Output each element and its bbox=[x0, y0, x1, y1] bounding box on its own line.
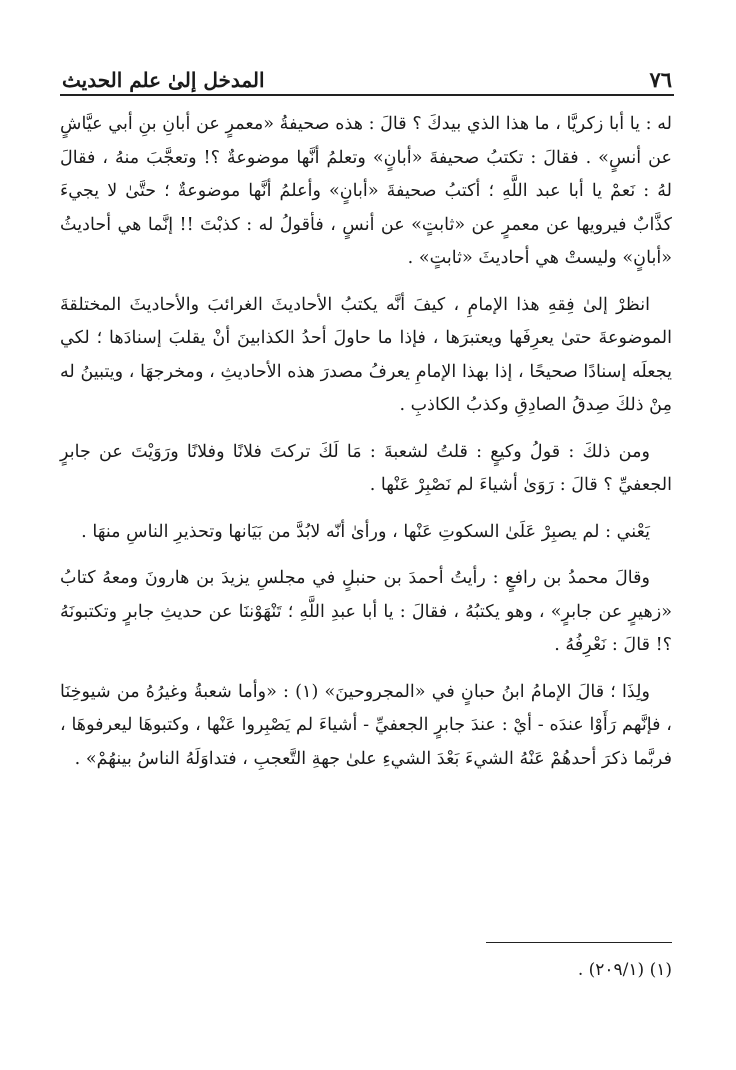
header-rule bbox=[60, 94, 674, 96]
footnote: (١) (٢٠٩/١) . bbox=[577, 960, 672, 980]
paragraph-6: ولِذَا ؛ قالَ الإمامُ ابنُ حبانٍ في «المجروحينَ» (١) : «وأما شعبةُ وغيرُهُ من شيوخِنَا ، فإنَّهم رَأَوْا عندَه - أيْ : عندَ جابرٍ الجعفيِّ - أشياءَ لم يَصْبِروا عَنْها ، وكتبوهَا ليعرفوهَا ، فربَّما ذكرَ أحدهُمْ عَنْهُ الشيءَ بَعْدَ الشيءِ علىٰ جهةِ التَّعجبِ ، فتداوَلَهُ الناسُ بينهُمْ» . bbox=[60, 681, 672, 769]
main-text bbox=[60, 108, 672, 789]
paragraph-2: انظرْ إلىٰ فِقهِ هذا الإمامِ ، كيفَ أنَّه يكتبُ الأحاديثَ الغرائبَ والأحاديثَ المختلقةَ الموضوعةَ حتىٰ يعرِفَها ويعتبرَها ، فإذا ما حاولَ أحدُ الكذابينَ أنْ يقلبَ إسنادَها ؛ لكي يجعلَه إسنادًا صحيحًا ، إذا بهذا الإمامِ يعرفُ مصدرَ هذه الأحاديثِ ، ومخرجهَا ، ويتبينُ له مِنْ ذلكَ صِدقُ الصادِقِ وكذبُ الكاذبِ . bbox=[60, 294, 672, 415]
page-header bbox=[62, 56, 672, 92]
paragraph-4: يَعْني : لم يصبِرْ عَلَىٰ السكوتِ عَنْها ، ورأىٰ أنّه لابُدَّ من بَيَانها وتحذيرِ الناسِ منهَا . bbox=[81, 521, 650, 542]
running-title: المدخل إلىٰ علم الحديث bbox=[62, 68, 265, 92]
footnote-separator bbox=[486, 942, 672, 943]
paragraph-1: له : يا أبا زكريَّا ، ما هذا الذي بيدكَ ؟ قالَ : هذه صحيفةُ «معمرٍ عن أبانِ بنِ أبي عيَّاشٍ عن أنسٍ» . فقالَ : تكتبُ صحيفةَ «أبانٍ» وتعلمُ أنَّها موضوعةٌ ؟! وتعجَّبَ منهُ ، فقالَ لهُ : نَعمْ يا أبا عبد اللَّهِ ؛ أكتبُ صحيفةَ «أبانٍ» وأعلمُ أنَّها موضوعةٌ ؛ حتَّىٰ لا يجيءَ كذَّابٌ فيرويها عن معمرٍ عن «ثابتٍ» عن أنسٍ ، فأقولُ له : كذبْتَ !! إنَّما هي أحاديثُ «أبانٍ» وليستْ هي أحاديثَ «ثابتٍ» . bbox=[60, 114, 672, 268]
paragraph-5: وقالَ محمدُ بن رافعٍ : رأيتُ أحمدَ بن حنبلٍ في مجلسِ يزيدَ بن هارونَ ومعهُ كتابُ «زهيرٍ عن جابرٍ» ، وهو يكتبُهُ ، فقالَ : يا أبا عبدِ اللَّهِ ؛ تَنْهَوْننَا عن حديثِ جابرٍ وتكتبونَهُ ؟! قالَ : نَعْرِفُهُ . bbox=[60, 568, 672, 655]
page-number: ٧٦ bbox=[649, 67, 672, 92]
paragraph-3: ومن ذلكَ : قولُ وكيعٍ : قلتُ لشعبةَ : مَا لَكَ تركتَ فلانًا وفلانًا ورَوَيْتَ عن جابرٍ الجعفيِّ ؟ قالَ : رَوَىٰ أشياءَ لم نَصْبِرْ عَنْها . bbox=[60, 441, 672, 495]
